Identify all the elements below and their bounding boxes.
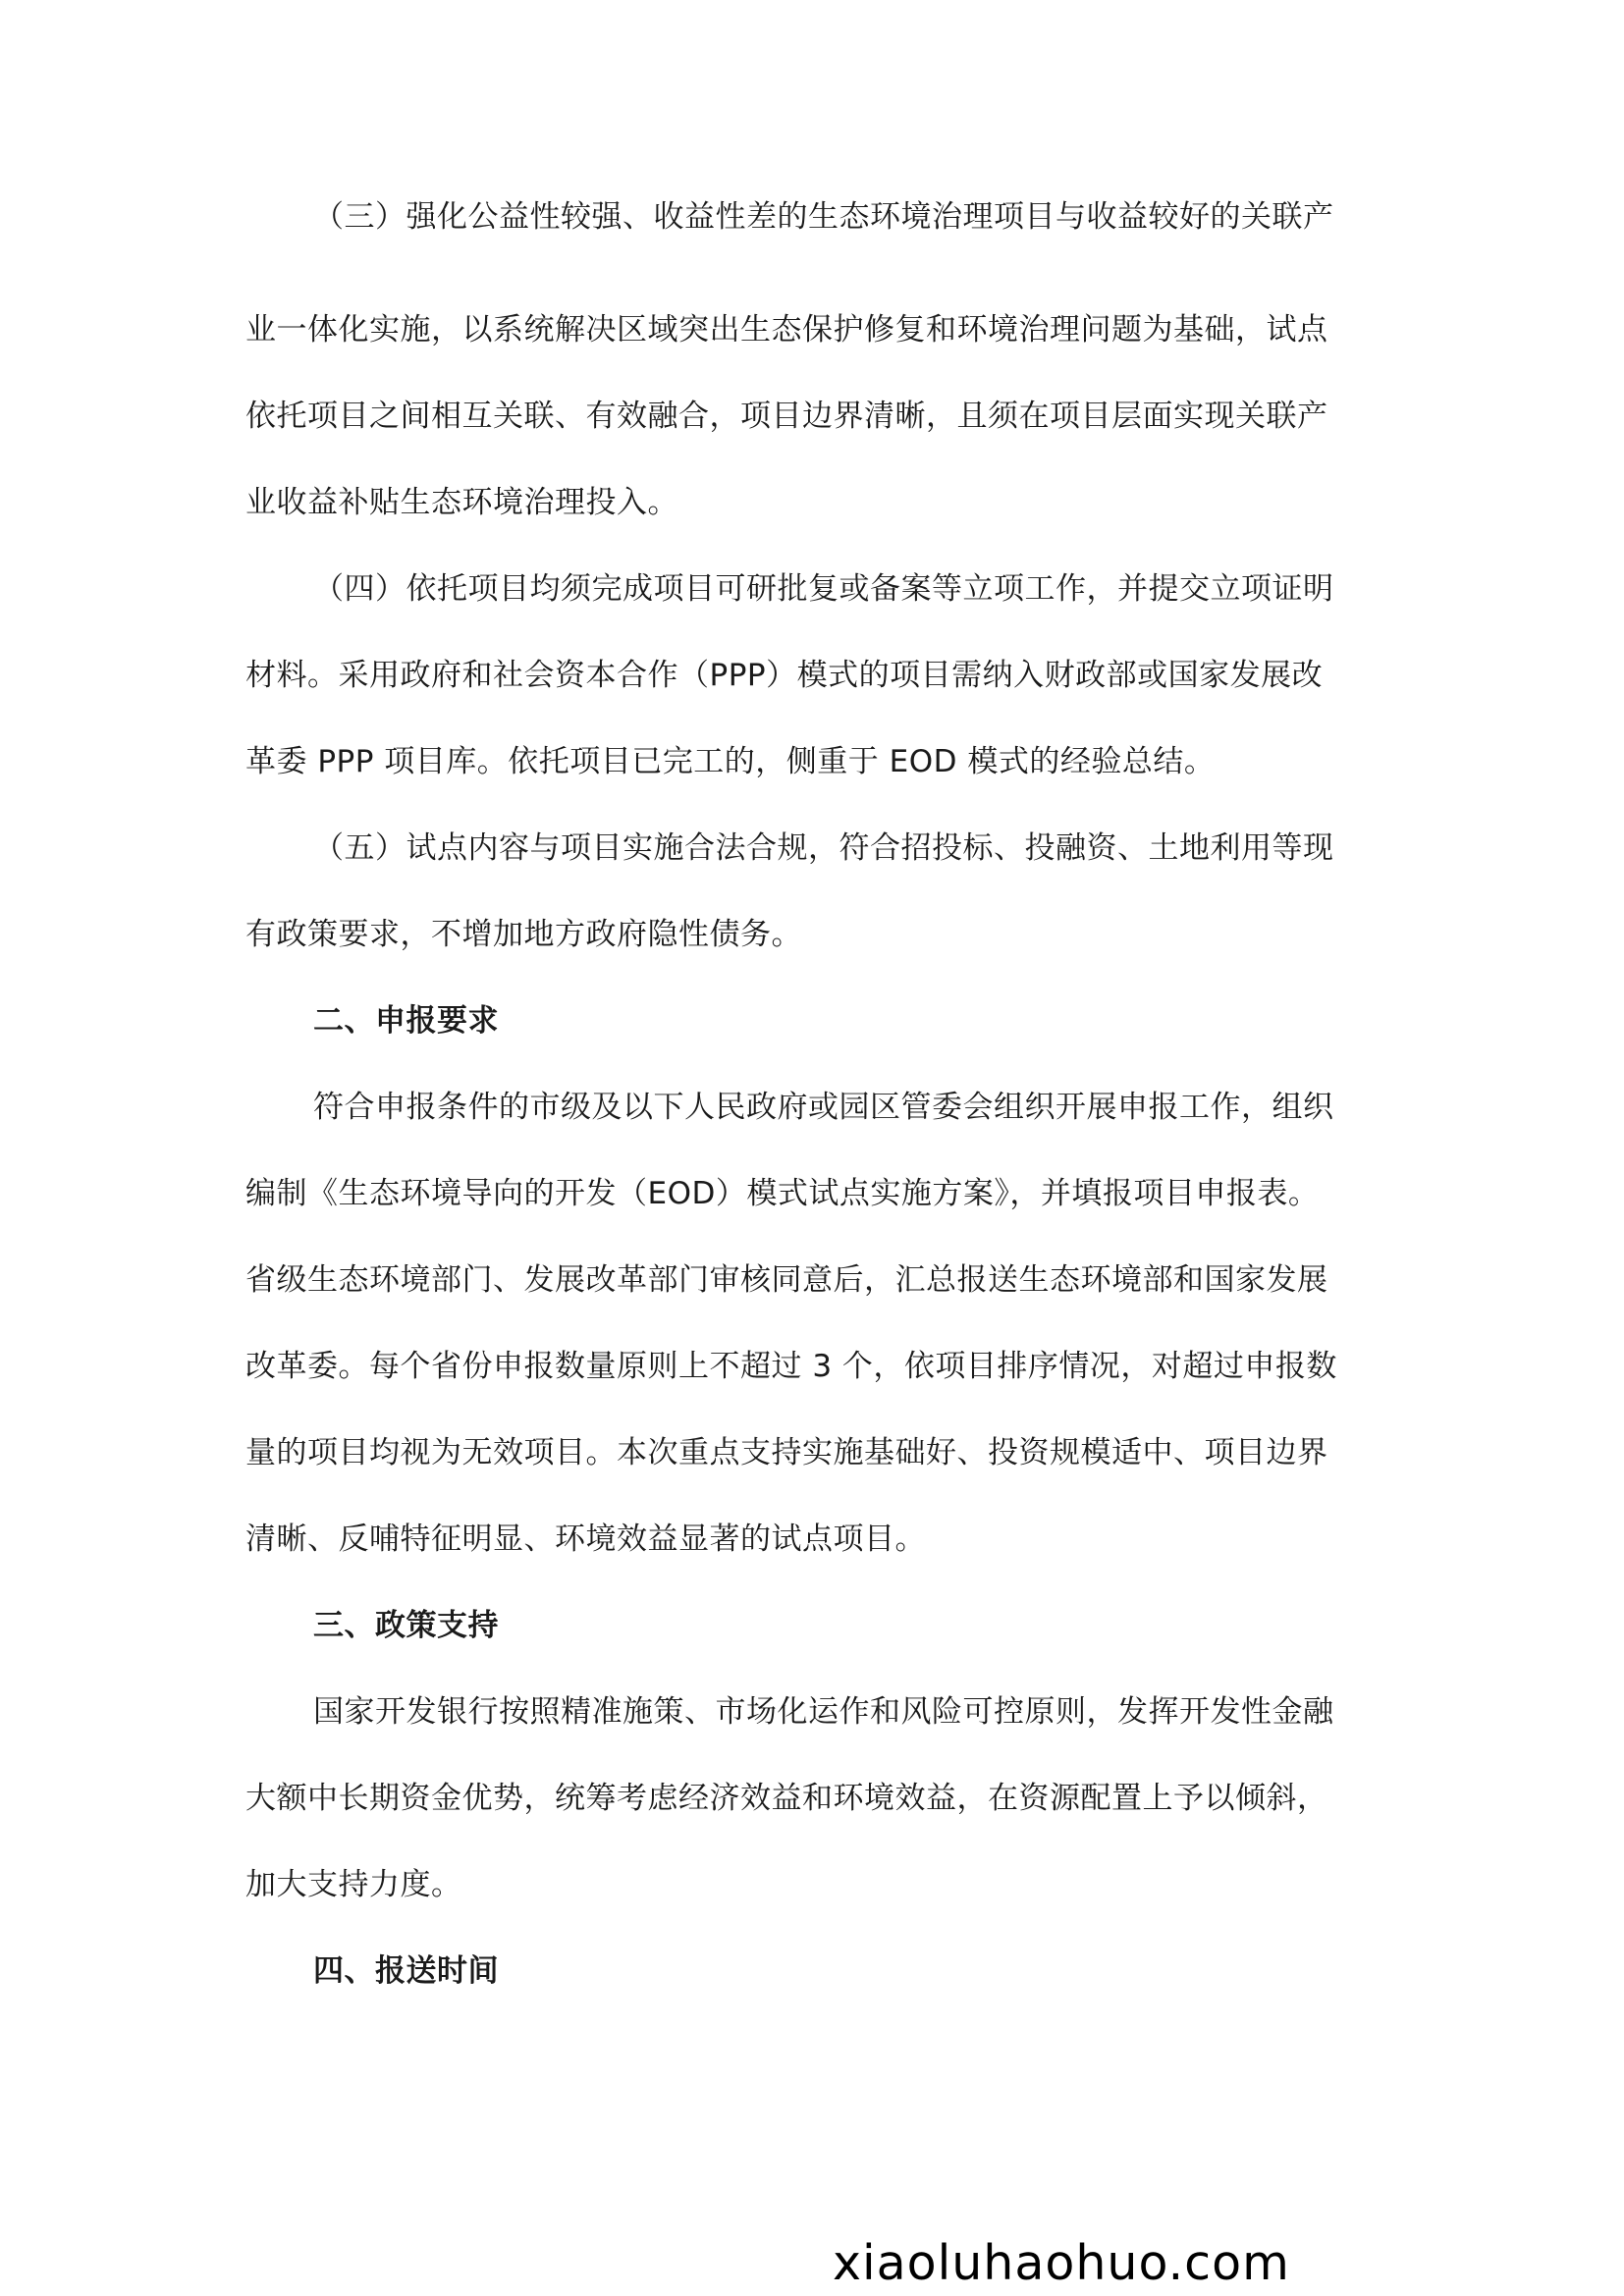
paragraph-4-line-2: 材料。采用政府和社会资本合作（PPP）模式的项目需纳入财政部或国家发展改: [245, 658, 1324, 693]
paragraph-policy-line-2: 大额中长期资金优势，统筹考虑经济效益和环境效益，在资源配置上予以倾斜，: [245, 1781, 1328, 1816]
paragraph-3-line-2: 业一体化实施，以系统解决区域突出生态保护修复和环境治理问题为基础，试点: [245, 312, 1328, 347]
paragraph-3-line-1: （三）强化公益性较强、收益性差的生态环境治理项目与收益较好的关联产: [313, 199, 1334, 235]
paragraph-4-line-3: 革委 PPP 项目库。依托项目已完工的，侧重于 EOD 模式的经验总结。: [245, 744, 1216, 779]
paragraph-5-line-2: 有政策要求，不增加地方政府隐性债务。: [245, 917, 802, 952]
paragraph-apply-line-5: 量的项目均视为无效项目。本次重点支持实施基础好、投资规模适中、项目边界: [245, 1435, 1328, 1470]
paragraph-apply-line-6: 清晰、反哺特征明显、环境效益显著的试点项目。: [245, 1522, 926, 1557]
section-heading-submission-time: 四、报送时间: [313, 1953, 499, 1989]
section-heading-apply-requirements: 二、申报要求: [313, 1003, 499, 1039]
paragraph-4-line-1: （四）依托项目均须完成项目可研批复或备案等立项工作，并提交立项证明: [313, 571, 1334, 607]
paragraph-apply-line-2: 编制《生态环境导向的开发（EOD）模式试点实施方案》，并填报项目申报表。: [245, 1176, 1320, 1211]
section-heading-policy-support: 三、政策支持: [313, 1608, 499, 1643]
paragraph-apply-line-1: 符合申报条件的市级及以下人民政府或园区管委会组织开展申报工作，组织: [313, 1090, 1334, 1125]
watermark-text: xiaoluhaohuo.com: [833, 2235, 1290, 2291]
paragraph-3-line-3: 依托项目之间相互关联、有效融合，项目边界清晰，且须在项目层面实现关联产: [245, 399, 1328, 434]
paragraph-policy-line-1: 国家开发银行按照精准施策、市场化运作和风险可控原则，发挥开发性金融: [313, 1694, 1334, 1730]
paragraph-5-line-1: （五）试点内容与项目实施合法合规，符合招投标、投融资、土地利用等现: [313, 830, 1334, 866]
paragraph-apply-line-4: 改革委。每个省份申报数量原则上不超过 3 个，依项目排序情况，对超过申报数: [245, 1349, 1337, 1384]
paragraph-policy-line-3: 加大支持力度。: [245, 1867, 462, 1902]
paragraph-apply-line-3: 省级生态环境部门、发展改革部门审核同意后，汇总报送生态环境部和国家发展: [245, 1262, 1328, 1298]
paragraph-3-line-4: 业收益补贴生态环境治理投入。: [245, 485, 678, 520]
